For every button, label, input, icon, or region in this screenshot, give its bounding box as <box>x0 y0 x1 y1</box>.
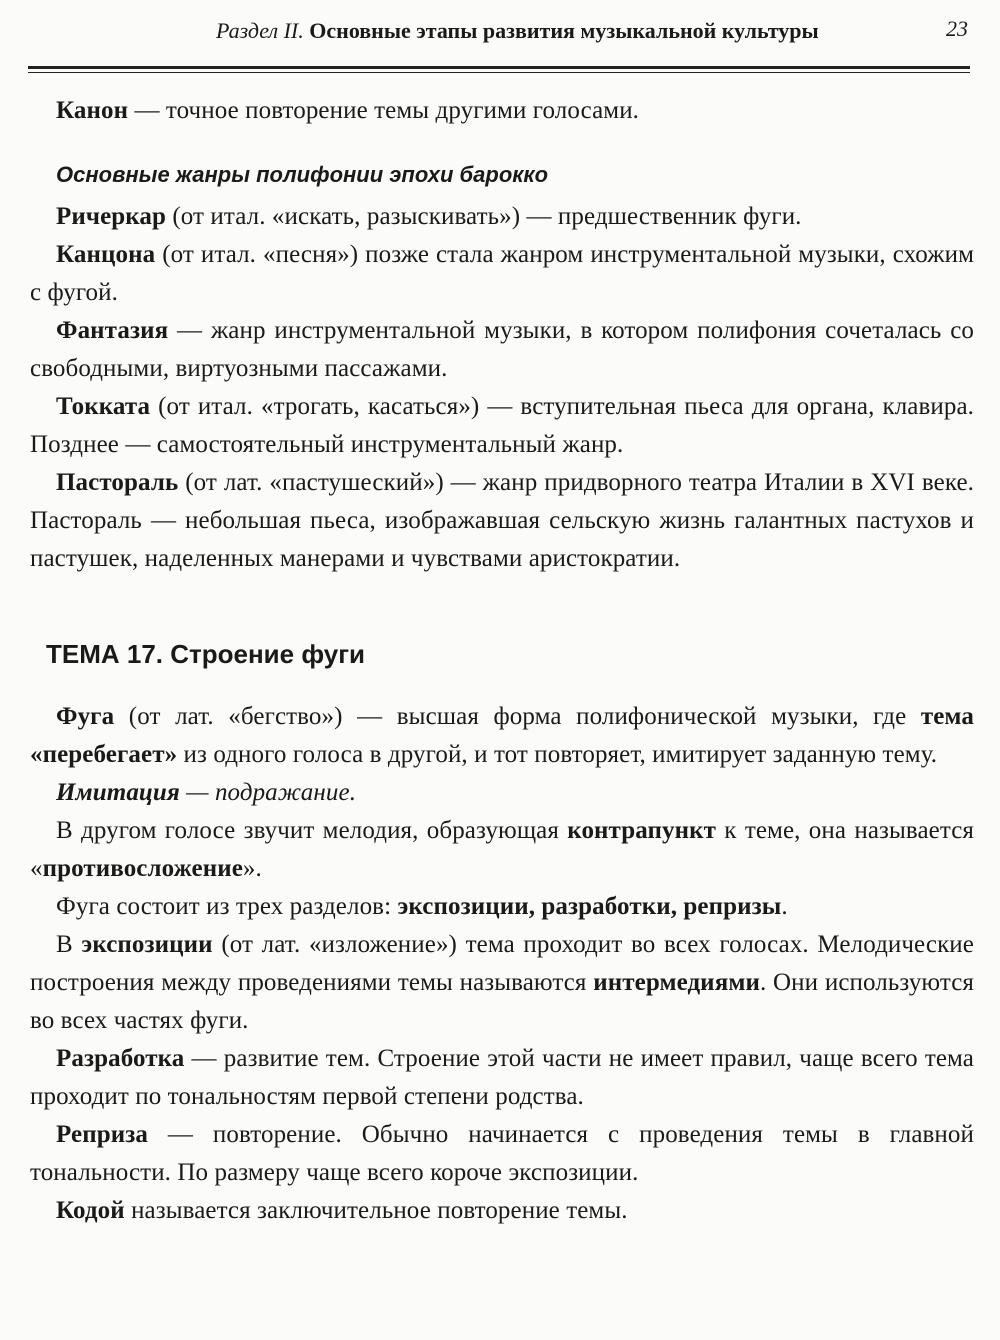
coda-text: называется заключительное повторение темы. <box>124 1197 628 1224</box>
sections-text-1: Фуга состоит из трех разделов: <box>56 893 398 920</box>
running-header <box>0 16 1000 56</box>
counter-text-1: В другом голосе звучит мелодия, образующая <box>56 817 568 844</box>
genre-definition <box>30 464 974 578</box>
term-pastorale: Пастораль <box>56 469 179 496</box>
genre-definition <box>30 388 974 464</box>
toccata-text: (от итал. «трогать, касаться») — вступительная пьеса для органа, клавира. Позднее — самостоятельный инструментальный жанр. <box>30 393 974 458</box>
term-ricercar: Ричеркар <box>56 203 167 230</box>
fantasia-text: — жанр инструментальной музыки, в котором полифония сочеталась со свободными, виртуозными пассажами. <box>30 317 974 382</box>
term-reprise: Реприза <box>56 1121 148 1148</box>
fugue-bold-phrase: тема «перебегает» <box>30 703 974 768</box>
genres-subheading: Основные жанры полифонии эпохи барокко <box>56 162 549 187</box>
genre-definition <box>30 236 974 312</box>
page-number: 23 <box>946 16 968 41</box>
genre-definition <box>30 312 974 388</box>
term-fantasia: Фантазия <box>56 317 169 344</box>
sections-bold: экспозиции, разработки, репризы <box>397 893 782 920</box>
counterpoint-paragraph <box>30 812 974 888</box>
fugue-definition <box>30 698 974 774</box>
term-development: Разработка <box>56 1045 185 1072</box>
term-canzona: Канцона <box>56 241 156 268</box>
canon-text: — точное повторение темы другими голосами. <box>128 97 640 124</box>
pastorale-text: (от лат. «пастушеский») — жанр придворного театра Италии в XVI веке. Пастораль — небольшая пьеса, изображавшая сельскую жизнь галантных пастухов и пастушек, наделенных манерами и чувствами аристократии. <box>30 469 974 572</box>
genre-definition <box>30 198 974 236</box>
imitation-text: — подражание. <box>179 779 357 806</box>
development-text: — развитие тем. Строение этой части не имеет правил, чаще всего тема проходит по тональностям первой степени родства. <box>30 1045 974 1110</box>
expo-text-1: В <box>56 931 82 958</box>
header-text <box>216 18 819 44</box>
header-title: Основные этапы развития музыкальной культуры <box>309 18 819 43</box>
canzona-text: (от итал. «песня») позже стала жанром инструментальной музыки, схожим с фугой. <box>30 241 974 306</box>
header-rule-thin <box>28 72 970 73</box>
counter-text-2: к теме, она называется « <box>30 817 974 882</box>
fugue-text-1: (от лат. «бегство») — высшая форма полифонической музыки, где <box>114 703 921 730</box>
coda-definition <box>30 1192 974 1230</box>
header-section: Раздел II. <box>216 18 304 43</box>
page-body <box>30 92 974 1230</box>
sections-text-2: . <box>781 893 788 920</box>
topic-heading: ТЕМА 17. Строение фуги <box>46 639 366 669</box>
header-rule-thick <box>28 66 970 69</box>
canon-definition <box>30 92 974 130</box>
term-exposition: экспозиции <box>81 931 213 958</box>
expo-text-3: . Они используются во всех частях фуги. <box>30 969 974 1034</box>
development-definition <box>30 1040 974 1116</box>
term-toccata: Токката <box>56 393 151 420</box>
expo-text-2: (от лат. «изложение») тема проходит во всех голосах. Мелодические построения между проведениями темы называются <box>30 931 974 996</box>
imitation-definition <box>30 774 974 812</box>
term-counterpoint: контрапункт <box>567 817 716 844</box>
ricercar-text: (от итал. «искать, разыскивать») — предшественник фуги. <box>166 203 802 230</box>
term-episodes: интермедиями <box>593 969 760 996</box>
counter-text-3: ». <box>242 855 262 882</box>
term-coda: Кодой <box>56 1197 125 1224</box>
term-fugue: Фуга <box>56 703 115 730</box>
reprise-text: — повторение. Обычно начинается с проведения темы в главной тональности. По размеру чаще всего короче экспозиции. <box>30 1121 974 1186</box>
reprise-definition <box>30 1116 974 1192</box>
fugue-text-2: из одного голоса в другой, и тот повторяет, имитирует заданную тему. <box>177 741 938 768</box>
sections-paragraph <box>30 888 974 926</box>
term-imitation: Имитация <box>56 779 180 806</box>
exposition-paragraph <box>30 926 974 1040</box>
term-canon: Канон <box>56 97 129 124</box>
term-countersubject: противосложение <box>42 855 243 882</box>
